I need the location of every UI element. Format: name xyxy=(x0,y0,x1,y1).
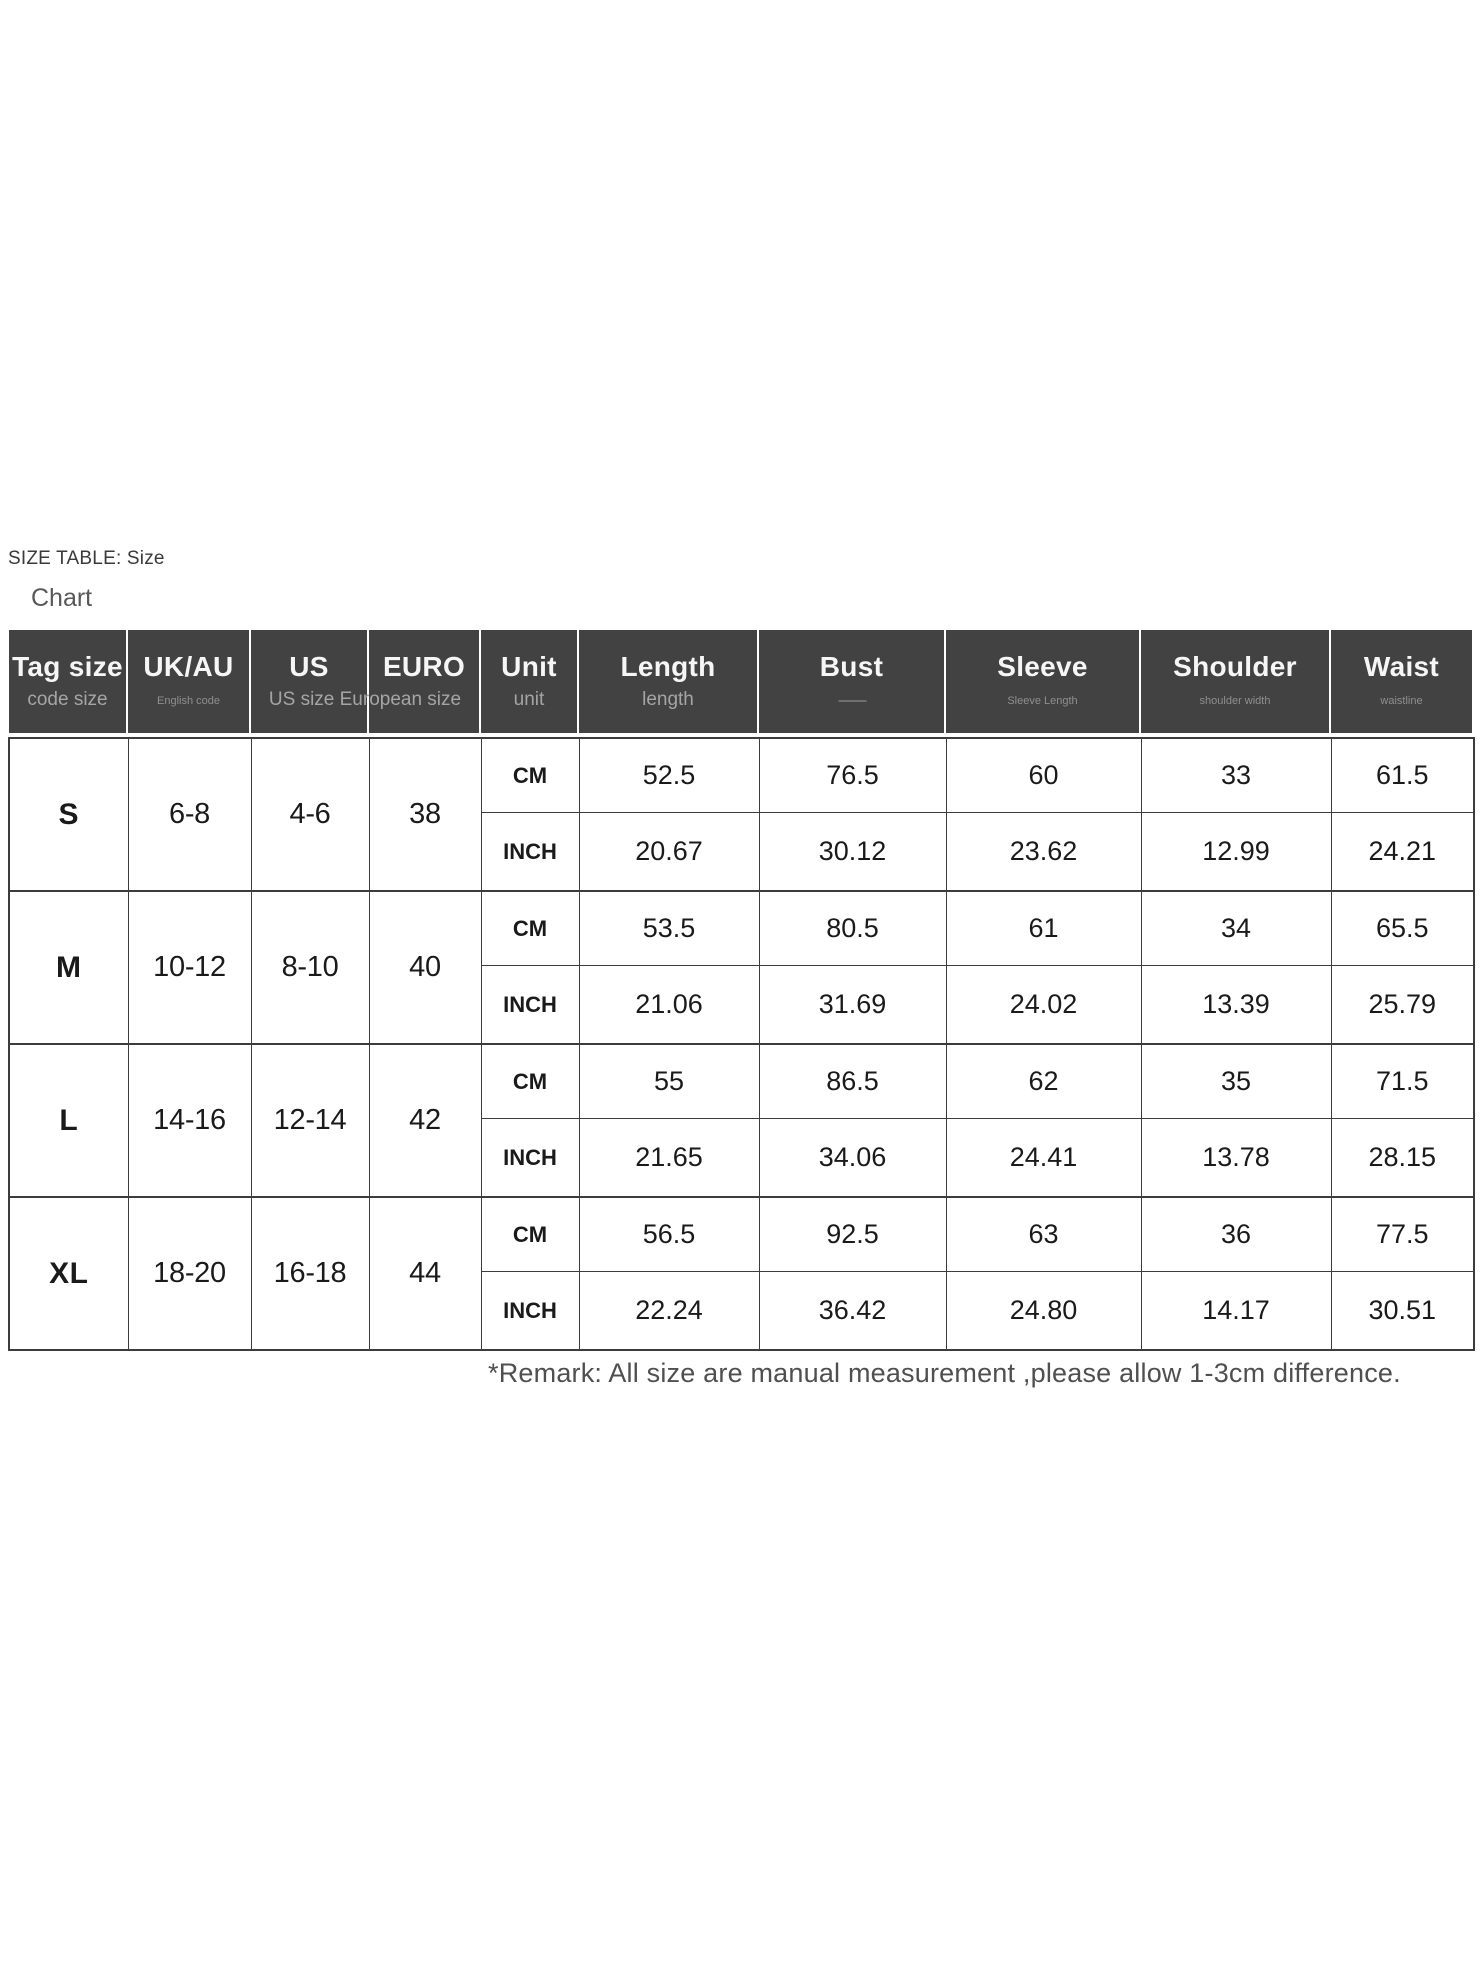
sleeve-value: 63 xyxy=(946,1197,1141,1272)
col-header-length xyxy=(579,630,757,733)
col-sublabel: unit xyxy=(513,689,545,710)
bust-value: 80.5 xyxy=(759,891,946,966)
bust-value: 30.12 xyxy=(759,813,946,892)
shoulder-value: 33 xyxy=(1141,738,1331,813)
sleeve-value: 23.62 xyxy=(946,813,1141,892)
length-value: 56.5 xyxy=(579,1197,759,1272)
sleeve-value: 61 xyxy=(946,891,1141,966)
col-label: Waist xyxy=(1363,651,1440,682)
col-sublabel: code size xyxy=(27,689,108,710)
col-sublabel: Sleeve Length xyxy=(1007,695,1078,707)
waist-value: 30.51 xyxy=(1331,1272,1474,1351)
bust-value: 36.42 xyxy=(759,1272,946,1351)
tag-size-cell: L xyxy=(9,1044,128,1197)
col-header-tag-size xyxy=(9,630,126,733)
table-row xyxy=(9,738,1474,813)
bust-value: 86.5 xyxy=(759,1044,946,1119)
us-cell: 8-10 xyxy=(251,891,369,1044)
shoulder-value: 35 xyxy=(1141,1044,1331,1119)
col-label: Tag size xyxy=(12,651,123,682)
length-value: 20.67 xyxy=(579,813,759,892)
sleeve-value: 24.80 xyxy=(946,1272,1141,1351)
shoulder-value: 36 xyxy=(1141,1197,1331,1272)
page-title-line2: Chart xyxy=(31,584,93,612)
waist-value: 71.5 xyxy=(1331,1044,1474,1119)
waist-value: 25.79 xyxy=(1331,966,1474,1045)
waist-value: 77.5 xyxy=(1331,1197,1474,1272)
col-header-euro xyxy=(369,630,479,733)
col-sublabel: length xyxy=(642,689,694,710)
bust-value: 76.5 xyxy=(759,738,946,813)
unit-cell-cm: CM xyxy=(481,738,579,813)
col-header-bust xyxy=(759,630,944,733)
euro-cell: 44 xyxy=(369,1197,481,1350)
sleeve-value: 62 xyxy=(946,1044,1141,1119)
unit-cell-inch: INCH xyxy=(481,1272,579,1351)
remark-text: *Remark: All size are manual measurement ,please allow 1-3cm difference. xyxy=(488,1358,1401,1388)
col-header-unit xyxy=(481,630,577,733)
waist-value: 24.21 xyxy=(1331,813,1474,892)
col-sublabel: shoulder width xyxy=(1199,695,1271,707)
length-value: 53.5 xyxy=(579,891,759,966)
col-header-waist xyxy=(1331,630,1472,733)
shoulder-value: 13.39 xyxy=(1141,966,1331,1045)
waist-value: 65.5 xyxy=(1331,891,1474,966)
shoulder-value: 13.78 xyxy=(1141,1119,1331,1198)
table-row xyxy=(9,1197,1474,1272)
shoulder-value: 14.17 xyxy=(1141,1272,1331,1351)
size-table xyxy=(8,737,1475,1351)
unit-cell-inch: INCH xyxy=(481,813,579,892)
tag-size-cell: XL xyxy=(9,1197,128,1350)
unit-cell-inch: INCH xyxy=(481,1119,579,1198)
bust-value: 31.69 xyxy=(759,966,946,1045)
unit-cell-cm: CM xyxy=(481,891,579,966)
page-title-line1: SIZE TABLE: Size xyxy=(8,548,165,569)
shoulder-value: 12.99 xyxy=(1141,813,1331,892)
length-value: 21.65 xyxy=(579,1119,759,1198)
col-label: Sleeve xyxy=(997,651,1088,682)
col-header-shoulder xyxy=(1141,630,1329,733)
length-value: 52.5 xyxy=(579,738,759,813)
tag-size-cell: S xyxy=(9,738,128,891)
table-row xyxy=(9,891,1474,966)
length-value: 21.06 xyxy=(579,966,759,1045)
col-label: US xyxy=(289,651,329,682)
col-label: Length xyxy=(620,651,716,682)
col-label: EURO xyxy=(382,651,466,682)
us-euro-sublabel: US size European size xyxy=(268,689,462,710)
euro-cell: 38 xyxy=(369,738,481,891)
bust-sublabel-dash: —— xyxy=(838,692,865,709)
col-label: UK/AU xyxy=(143,651,234,682)
uk-au-cell: 10-12 xyxy=(128,891,251,1044)
us-cell: 4-6 xyxy=(251,738,369,891)
us-cell: 16-18 xyxy=(251,1197,369,1350)
us-cell: 12-14 xyxy=(251,1044,369,1197)
euro-cell: 40 xyxy=(369,891,481,1044)
waist-value: 61.5 xyxy=(1331,738,1474,813)
sleeve-value: 24.41 xyxy=(946,1119,1141,1198)
shoulder-value: 34 xyxy=(1141,891,1331,966)
col-label: Unit xyxy=(501,651,557,682)
length-value: 22.24 xyxy=(579,1272,759,1351)
euro-cell: 42 xyxy=(369,1044,481,1197)
size-table-header xyxy=(8,630,1473,733)
bust-value: 34.06 xyxy=(759,1119,946,1198)
waist-value: 28.15 xyxy=(1331,1119,1474,1198)
sleeve-value: 60 xyxy=(946,738,1141,813)
col-label: Shoulder xyxy=(1173,651,1297,682)
sleeve-value: 24.02 xyxy=(946,966,1141,1045)
table-row xyxy=(9,1044,1474,1119)
unit-cell-cm: CM xyxy=(481,1044,579,1119)
col-header-sleeve xyxy=(946,630,1139,733)
uk-au-cell: 6-8 xyxy=(128,738,251,891)
bust-value: 92.5 xyxy=(759,1197,946,1272)
col-sublabel: waistline xyxy=(1380,695,1423,707)
unit-cell-inch: INCH xyxy=(481,966,579,1045)
uk-au-cell: 18-20 xyxy=(128,1197,251,1350)
uk-au-cell: 14-16 xyxy=(128,1044,251,1197)
col-header-us xyxy=(251,630,367,733)
col-header-uk-au xyxy=(128,630,249,733)
tag-size-cell: M xyxy=(9,891,128,1044)
unit-cell-cm: CM xyxy=(481,1197,579,1272)
col-sublabel: English code xyxy=(157,695,220,707)
length-value: 55 xyxy=(579,1044,759,1119)
col-label: Bust xyxy=(819,651,884,682)
